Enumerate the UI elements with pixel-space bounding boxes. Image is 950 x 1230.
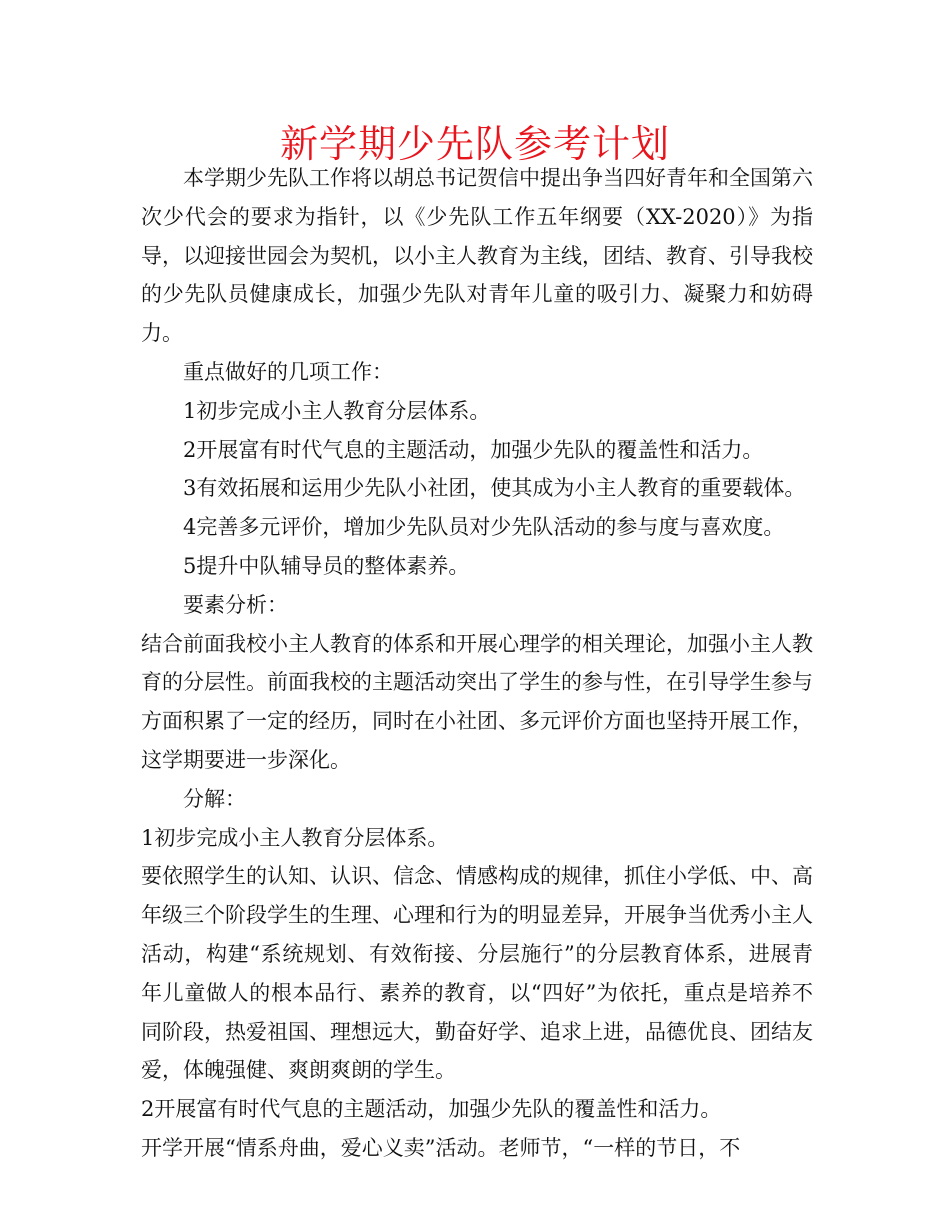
paragraph: 3有效拓展和运用少先队小社团，使其成为小主人教育的重要载体。 xyxy=(183,476,806,501)
paragraph: 5提升中队辅导员的整体素养。 xyxy=(183,553,470,578)
paragraph: 结合前面我校小主人教育的体系和开展心理学的相关理论，加强小主人教育的分层性。前面我校的主题活动突出了学生的参与性，在引导学生参与方面积累了一定的经历，同时在小社团、多元评价方面也坚持开展工作，这学期要进一步深化。 xyxy=(141,631,813,772)
paragraph: 4完善多元评价，增加少先队员对少先队活动的参与度与喜欢度。 xyxy=(183,515,785,540)
paragraph: 本学期少先队工作将以胡总书记贺信中提出争当四好青年和全国第六次少代会的要求为指针，以《少先队工作五年纲要（XX-2020）》为指导，以迎接世园会为契机，以小主人教育为主线，团结、教育、引导我校的少先队员健康成长，加强少先队对青年儿童的吸引力、凝聚力和妨碍力。 xyxy=(141,166,813,346)
document-body xyxy=(141,159,813,1168)
paragraph: 开学开展“情系舟曲，爱心义卖”活动。老师节，“一样的节日，不 xyxy=(141,1135,741,1160)
paragraph: 1初步完成小主人教育分层体系。 xyxy=(141,825,449,850)
paragraph: 1初步完成小主人教育分层体系。 xyxy=(183,398,491,423)
paragraph: 2开展富有时代气息的主题活动，加强少先队的覆盖性和活力。 xyxy=(183,437,764,462)
paragraph: 重点做好的几项工作： xyxy=(183,359,393,384)
paragraph: 分解： xyxy=(183,786,246,811)
paragraph: 要素分析： xyxy=(183,592,288,617)
paragraph: 要依照学生的认知、认识、信念、情感构成的规律，抓住小学低、中、高年级三个阶段学生的生理、心理和行为的明显差异，开展争当优秀小主人活动，构建“系统规划、有效衔接、分层施行”的分层教育体系，进展青年儿童做人的根本品行、素养的教育，以“四好”为依托，重点是培养不同阶段，热爱祖国、理想远大，勤奋好学、追求上进，品德优良、团结友爱，体魄强健、爽朗爽朗的学生。 xyxy=(141,864,813,1083)
document-title: 新学期少先队参考计划 xyxy=(279,122,670,166)
paragraph: 2开展富有时代气息的主题活动，加强少先队的覆盖性和活力。 xyxy=(141,1097,722,1122)
